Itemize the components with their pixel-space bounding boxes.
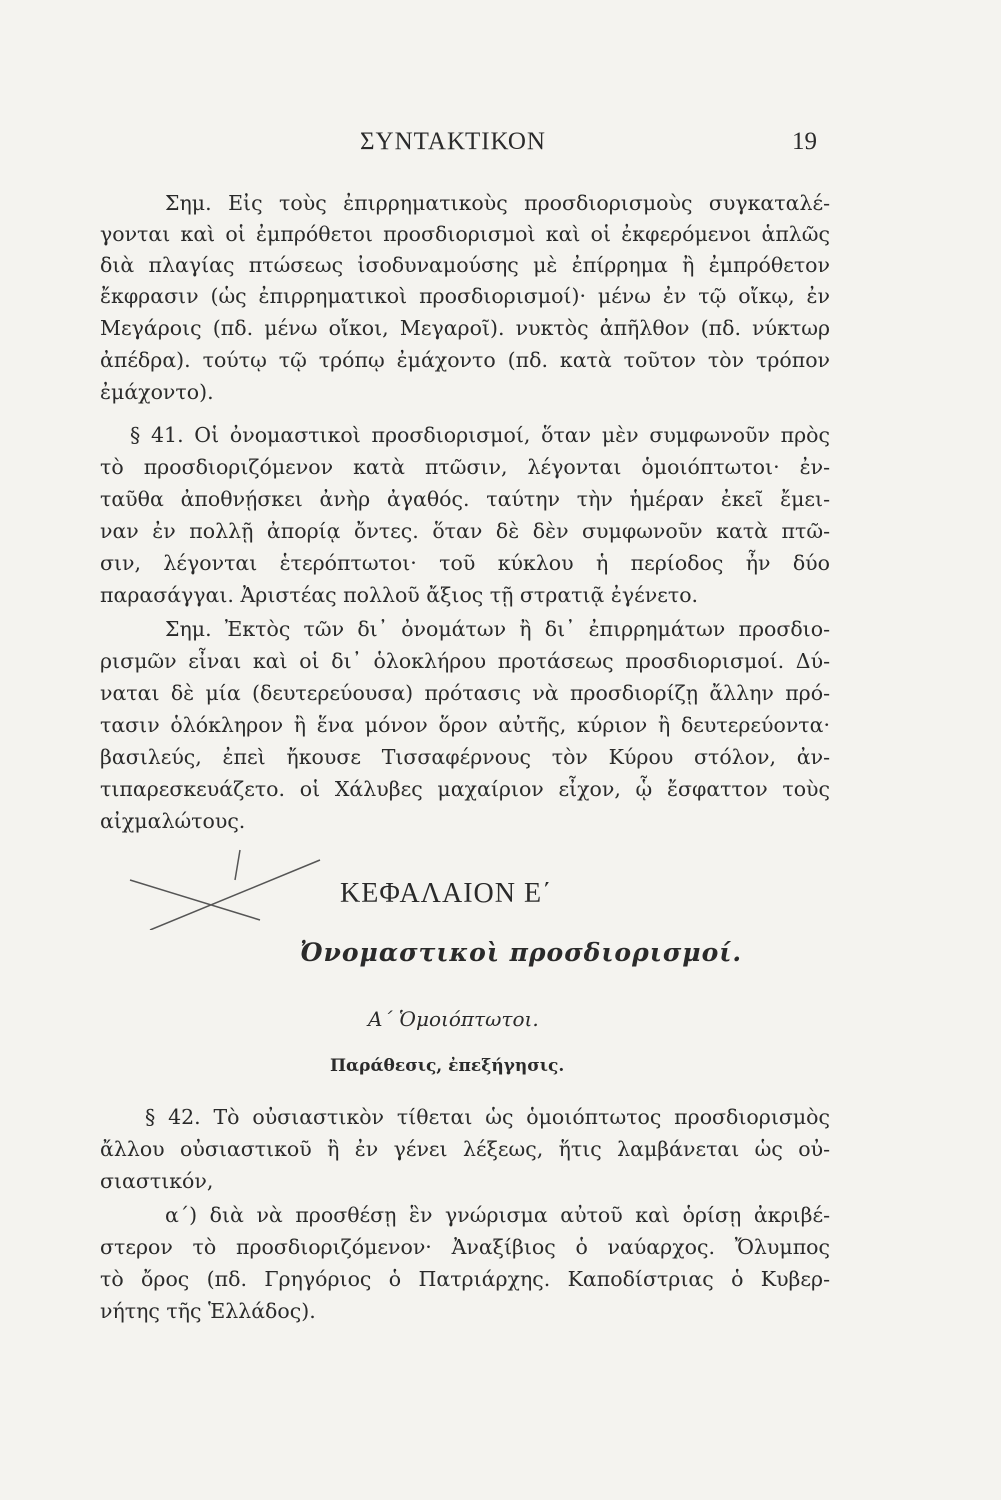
section-title: Ὀνομαστικοὶ προσδιορισμοί. [300,938,743,967]
pencil-cross-mark [110,840,360,930]
subsection-title: Α΄ Ὁμοιόπτωτοι. [368,1007,539,1031]
text-line: στερον τὸ προσδιοριζόμενον· Ἀναξίβιος ὁ ναύαρχος. Ὄλυμπος [100,1235,830,1259]
text-line: νήτης τῆς Ἑλλάδος). [100,1299,316,1323]
text-line: ναν ἐν πολλῇ ἀπορίᾳ ὄντες. ὅταν δὲ δὲν συμφωνοῦν κατὰ πτῶ- [100,519,830,543]
text-line: αἰχμαλώτους. [100,809,246,833]
page-number: 19 [792,128,817,155]
text-line: παρασάγγαι. Ἀριστέας πολλοῦ ἄξιος τῇ στρατιᾷ ἐγένετο. [100,583,699,607]
text-line: τὸ ὄρος (πδ. Γρηγόριος ὁ Πατριάρχης. Καποδίστριας ὁ Κυβερ- [100,1267,830,1291]
running-header-title: ΣΥΝΤΑΚΤΙΚΟΝ [360,128,546,155]
text-line: σιαστικόν, [100,1169,214,1193]
text-line: βασιλεύς, ἐπεὶ ἤκουσε Τισσαφέρνους τὸν Κύρου στόλον, ἀν- [100,745,830,769]
text-line: ρισμῶν εἶναι καὶ οἱ δι᾽ ὁλοκλήρου προτάσεως προσδιορισμοί. Δύ- [100,649,830,673]
text-line: ταῦθα ἀποθνῄσκει ἀνὴρ ἀγαθός. ταύτην τὴν ἡμέραν ἐκεῖ ἔμει- [100,487,830,511]
text-line: σιν, λέγονται ἑτερόπτωτοι· τοῦ κύκλου ἡ περίοδος ἦν δύο [100,551,830,575]
text-line: γονται καὶ οἱ ἐμπρόθετοι προσδιορισμοὶ καὶ οἱ ἐκφερόμενοι ἁπλῶς [100,222,830,246]
chapter-title: ΚΕΦΑΛΑΙΟΝ Ε΄ [340,878,553,909]
text-line: § 41. Οἱ ὀνομαστικοὶ προσδιορισμοί, ὅταν μὲν συμφωνοῦν πρὸς [130,423,830,447]
text-line: Σημ. Ἐκτὸς τῶν δι᾽ ὀνομάτων ἢ δι᾽ ἐπιρρημάτων προσδιο- [165,617,830,641]
text-line: διὰ πλαγίας πτώσεως ἰσοδυναμούσης μὲ ἐπίρρημα ἢ ἐμπρόθετον [100,253,830,277]
text-line: τιπαρεσκευάζετο. οἱ Χάλυβες μαχαίριον εἶχον, ᾧ ἔσφαττον τοὺς [100,777,830,801]
text-line: ἐμάχοντο). [100,380,214,404]
text-line: ναται δὲ μία (δευτερεύουσα) πρότασις νὰ προσδιορίζῃ ἄλλην πρό- [100,681,830,705]
text-line: τὸ προσδιοριζόμενον κατὰ πτῶσιν, λέγονται ὁμοιόπτωτοι· ἐν- [100,455,830,479]
text-line: Μεγάροις (πδ. μένω οἴκοι, Μεγαροῖ). νυκτὸς ἀπῆλθον (πδ. νύκτωρ [100,316,830,340]
text-line: § 42. Τὸ οὐσιαστικὸν τίθεται ὡς ὁμοιόπτωτος προσδιορισμὸς [145,1105,830,1129]
text-line: α΄) διὰ νὰ προσθέσῃ ἓν γνώρισμα αὐτοῦ καὶ ὁρίσῃ ἀκριβέ- [165,1203,830,1227]
text-line: Σημ. Εἰς τοὺς ἐπιρρηματικοὺς προσδιορισμοὺς συγκαταλέ- [165,191,830,215]
subsubsection-title: Παράθεσις, ἐπεξήγησις. [330,1056,565,1076]
text-line: ἄλλου οὐσιαστικοῦ ἢ ἐν γένει λέξεως, ἥτις λαμβάνεται ὡς οὐ- [100,1137,830,1161]
text-line: τασιν ὁλόκληρον ἢ ἕνα μόνον ὅρον αὐτῆς, κύριον ἢ δευτερεύοντα· [100,713,830,737]
text-line: ἀπέδρα). τούτῳ τῷ τρόπῳ ἐμάχοντο (πδ. κατὰ τοῦτον τὸν τρόπον [100,348,830,372]
text-line: ἔκφρασιν (ὡς ἐπιρρηματικοὶ προσδιορισμοί)· μένω ἐν τῷ οἴκῳ, ἐν [100,284,830,308]
